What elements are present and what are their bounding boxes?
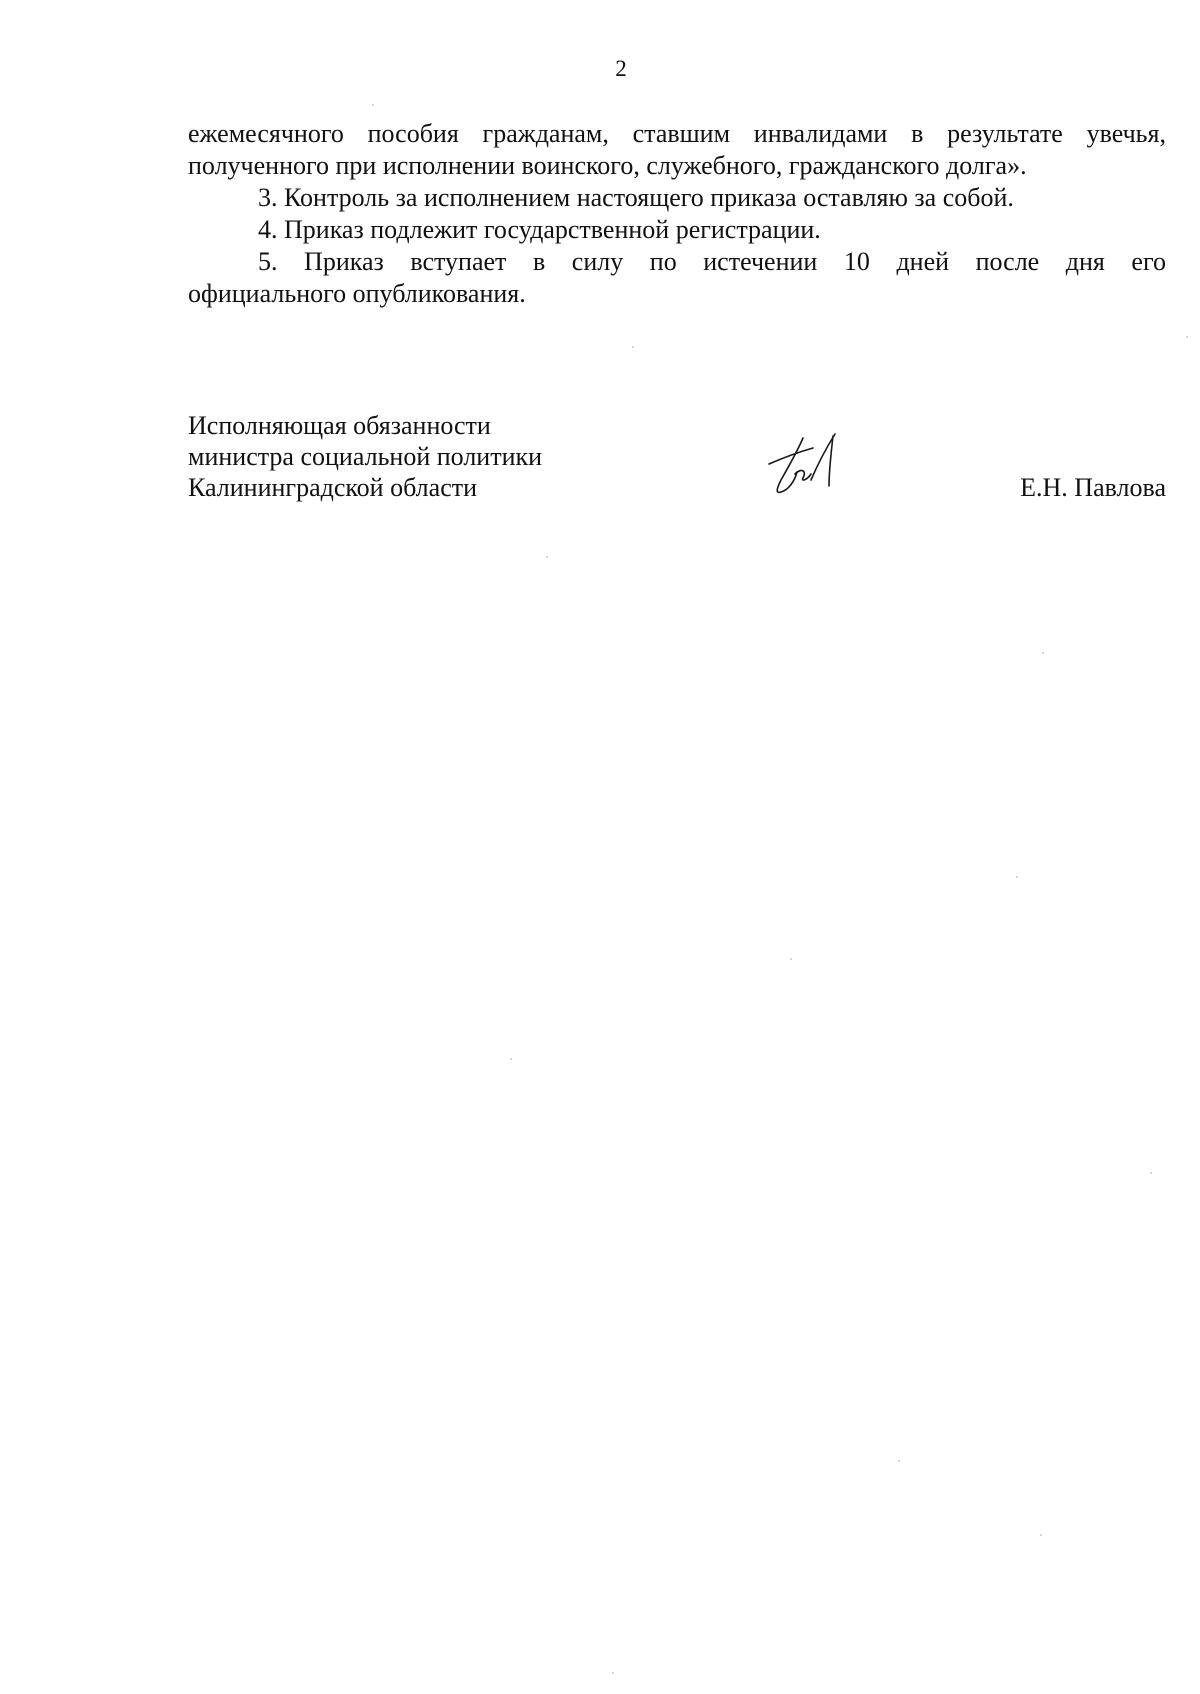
scan-speck — [1016, 876, 1018, 878]
scan-speck — [372, 104, 374, 106]
scan-speck — [510, 1058, 512, 1060]
scan-speck — [1040, 1534, 1042, 1536]
signer-name: Е.Н. Павлова — [1020, 473, 1166, 502]
scan-speck — [898, 1460, 900, 1462]
scan-speck — [1042, 652, 1044, 654]
scan-speck — [632, 346, 634, 348]
paragraph-1-line-2: полученного при исполнении воинского, служебного, гражданского долга». — [188, 151, 1027, 180]
signer-title-line-3: Калининградской области — [188, 473, 478, 502]
scan-speck — [612, 1672, 614, 1674]
paragraph-registration: 4. Приказ подлежит государственной регистрации. — [258, 215, 821, 244]
paragraph-effective-line-2: официального опубликования. — [188, 279, 526, 308]
document-body — [188, 118, 1166, 310]
scan-speck — [1186, 336, 1188, 338]
scan-speck — [790, 958, 792, 960]
paragraph-control: 3. Контроль за исполнением настоящего приказа оставляю за собой. — [258, 183, 1014, 212]
signer-title-line-1: Исполняющая обязанности — [188, 411, 491, 440]
paragraph-1-line-1: ежемесячного пособия гражданам, ставшим инвалидами в результате увечья, — [188, 119, 1166, 148]
signer-title-line-2: министра социальной политики — [188, 442, 543, 471]
paragraph-effective-line-1: 5. Приказ вступает в силу по истечении 10 дней после дня его — [258, 247, 1166, 276]
handwritten-signature — [763, 430, 843, 500]
scan-speck — [546, 556, 548, 558]
signer-title — [188, 410, 668, 503]
signature-block — [188, 410, 1166, 510]
page-number: 2 — [615, 56, 627, 81]
scan-speck — [1150, 1172, 1152, 1174]
